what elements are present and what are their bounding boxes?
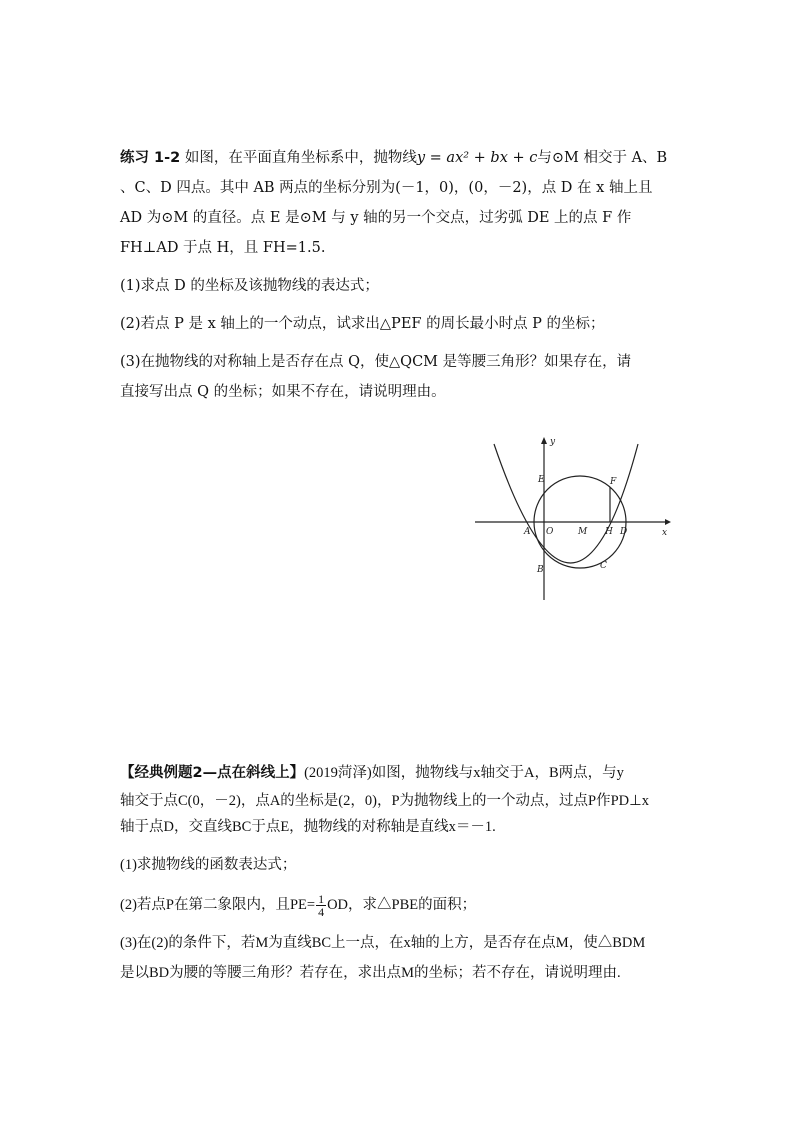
x-axis-arrow: [665, 519, 671, 525]
example-question-2: [120, 890, 676, 920]
label-c: C: [600, 561, 607, 571]
example-question-3: (3)在(2)的条件下，若M为直线BC上一点，在x轴的上方，是否存在点M，使△BDM: [120, 935, 646, 951]
label-a: A: [524, 527, 531, 537]
exercise-1-2: [120, 143, 676, 407]
fraction-denominator: 4: [318, 905, 325, 920]
example-question-3-cont: 是以BD为腰的等腰三角形？若存在，求出点M的坐标；若不存在，请说明理由.: [120, 965, 621, 981]
example-line-3: 轴于点D，交直线BC于点E，抛物线的对称轴是直线x＝－1.: [120, 819, 496, 835]
fraction-one-quarter: [316, 893, 326, 918]
label-o: O: [546, 527, 554, 537]
label-f: F: [610, 477, 617, 487]
parabola-circle-figure: [470, 432, 675, 610]
example-line-1: [120, 758, 676, 788]
label-d: D: [620, 527, 628, 537]
example-text: OD，求△PBE的面积；: [327, 897, 477, 913]
label-y: y: [550, 437, 556, 447]
exercise-question-2: (2)若点 P 是 x 轴上的一个动点，试求出△PEF 的周长最小时点 P 的坐标；: [120, 316, 605, 332]
exercise-line-1: [120, 143, 676, 173]
example-title: 【经典例题2—点在斜线上】: [120, 765, 305, 781]
label-x: x: [662, 528, 668, 538]
example-question-1: (1)求抛物线的函数表达式；: [120, 857, 297, 873]
classic-example-2: [120, 758, 676, 988]
y-axis-arrow: [541, 437, 547, 444]
exercise-line-2: 、C、D 四点。其中 AB 两点的坐标分别为(－1，0)，(0，－2)，点 D 在 x 轴上且: [120, 180, 653, 196]
example-line-2: 轴交于点C(0，－2)，点A的坐标是(2，0)，P为抛物线上的一个动点，过点P作PD⊥x: [120, 793, 649, 809]
parabola-formula: y = ax² + bx + c: [416, 150, 538, 166]
label-m: M: [578, 527, 588, 537]
exercise-label: 练习 1-2: [120, 150, 181, 166]
exercise-text: 如图，在平面直角坐标系中，抛物线: [184, 150, 417, 166]
exercise-question-3-cont: 直接写出点 Q 的坐标；如果不存在，请说明理由。: [120, 384, 446, 400]
label-e: E: [538, 475, 545, 485]
exercise-line-4: FH⊥AD 于点 H，且 FH=1.5.: [120, 240, 326, 256]
label-b: B: [537, 565, 544, 575]
label-h: H: [605, 527, 613, 537]
example-text: (2)若点P在第二象限内，且PE=: [120, 897, 316, 913]
exercise-question-1: (1)求点 D 的坐标及该抛物线的表达式；: [120, 278, 379, 294]
exercise-text: 与⊙M 相交于 A、B: [537, 150, 668, 166]
parabola: [494, 444, 638, 563]
exercise-line-3: AD 为⊙M 的直径。点 E 是⊙M 与 y 轴的另一个交点，过劣弧 DE 上的点 F 作: [120, 210, 632, 226]
exercise-question-3: (3)在抛物线的对称轴上是否存在点 Q，使△QCM 是等腰三角形？如果存在，请: [120, 354, 632, 370]
example-text: (2019菏泽)如图，抛物线与x轴交于A，B两点，与y: [304, 765, 624, 781]
fraction-numerator: 1: [318, 892, 325, 907]
